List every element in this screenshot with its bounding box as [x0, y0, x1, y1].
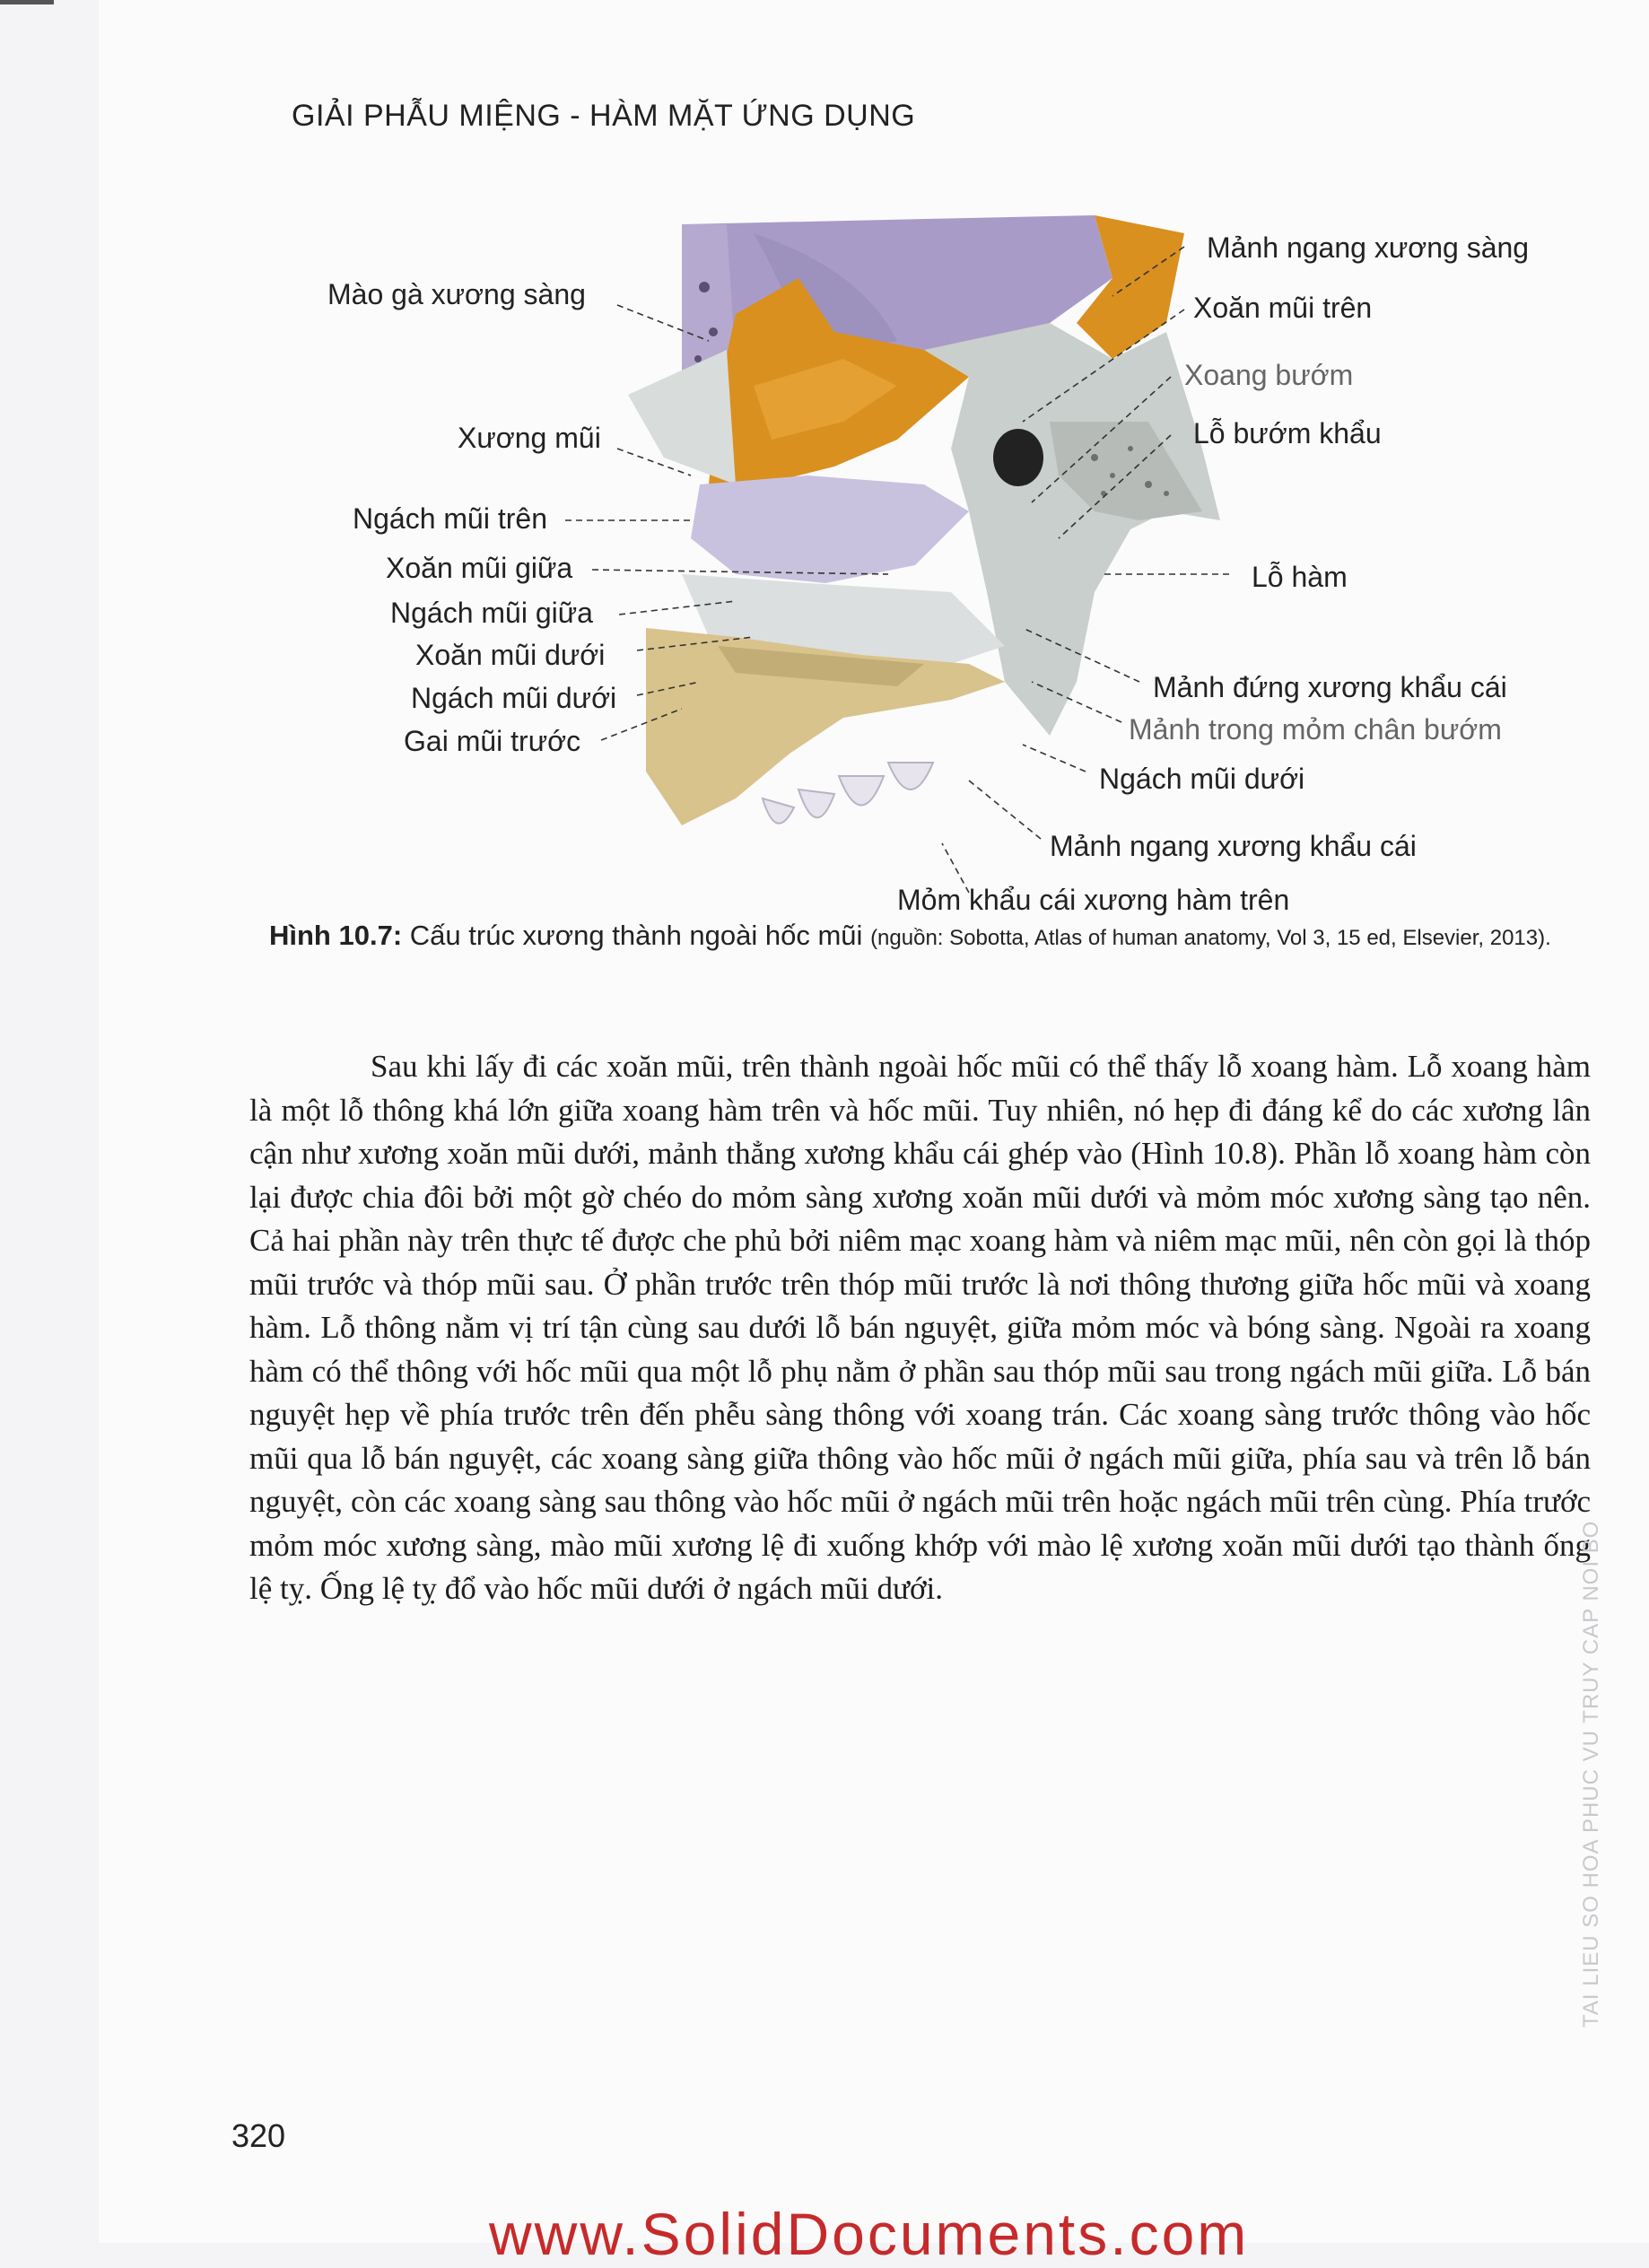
label-sphenoid-sinus: Xoang bướm	[1184, 359, 1354, 391]
label-palatine-process-maxilla: Mỏm khẩu cái xương hàm trên	[897, 884, 1290, 916]
label-anterior-nasal-spine: Gai mũi trước	[404, 725, 581, 757]
caption-source: (nguồn: Sobotta, Atlas of human anatomy, Vol 3, 15 ed, Elsevier, 2013).	[870, 926, 1551, 950]
caption-text: Cấu trúc xương thành ngoài hốc mũi	[409, 920, 863, 951]
label-middle-meatus: Ngách mũi giữa	[390, 597, 593, 629]
scan-edge-mark	[0, 0, 54, 4]
middle-turbinate-lilac	[691, 475, 969, 583]
label-cribriform-plate: Mảnh ngang xương sàng	[1207, 231, 1530, 264]
page-number: 320	[231, 2117, 286, 2154]
label-inferior-meatus-left: Ngách mũi dưới	[411, 682, 617, 714]
label-inferior-meatus-right: Ngách mũi dưới	[1099, 763, 1305, 795]
running-header: GIẢI PHẪU MIỆNG - HÀM MẶT ỨNG DỤNG	[292, 99, 916, 133]
label-middle-concha: Xoăn mũi giữa	[386, 552, 573, 584]
side-watermark-text: TAI LIEU SO HOA PHUC VU TRUY CAP NOI BO	[1579, 1520, 1603, 2028]
body-paragraph-text: Sau khi lấy đi các xoăn mũi, trên thành ngoài hốc mũi có thể thấy lỗ xoang hàm. Lỗ xoang hàm là một lỗ thông khá lớn giữa xoang hàm trên và hốc mũi. Tuy nhiên, nó hẹp đi đáng kể do các xương lân cận như xương xoăn mũi dưới, mảnh thẳng xương khẩu cái ghép vào (Hình 10.8). Phần lỗ xoang hàm còn lại được chia đôi bởi một gờ chéo do mỏm sàng xương xoăn mũi dưới và mỏm móc xương sàng tạo nên. Cả hai phần này trên thực tế được che phủ bởi niêm mạc xoang hàm và niêm mạc mũi, nên còn gọi là thóp mũi trước và thóp mũi sau. Ở phần trước trên thóp mũi trước là nơi thông thương giữa hốc mũi và xoang hàm. Lỗ thông nằm vị trí tận cùng sau dưới lỗ bán nguyệt, giữa mỏm móc và bóng sàng. Ngoài ra xoang hàm có thể thông với hốc mũi qua một lỗ phụ nằm ở phần sau thóp mũi sau trong ngách mũi giữa. Lỗ bán nguyệt hẹp về phía trước trên đến phễu sàng thông với xoang trán. Các xoang sàng trước thông vào hốc mũi qua lỗ bán nguyệt, các xoang sàng giữa thông vào hốc mũi ở ngách mũi giữa, phía sau và trên lỗ bán nguyệt, còn các xoang sàng sau thông vào hốc mũi ở ngách mũi trên hoặc ngách mũi trên cùng. Phía trước mỏm móc xương sàng, mào mũi xương lệ đi xuống khớp với mào lệ xương xoăn mũi dưới tạo thành ống lệ tỵ. Ống lệ tỵ đổ vào hốc mũi dưới ở ngách mũi dưới.	[249, 1049, 1591, 1606]
label-medial-pterygoid-plate: Mảnh trong mỏm chân bướm	[1129, 713, 1502, 746]
label-crista-galli: Mào gà xương sàng	[327, 278, 586, 310]
label-sphenopalatine-foramen: Lỗ bướm khẩu	[1193, 417, 1382, 449]
nasal-wall-illustration	[628, 215, 1238, 906]
label-superior-meatus: Ngách mũi trên	[353, 502, 547, 535]
side-watermark	[1579, 1400, 1606, 2028]
sphenopalatine-foramen	[993, 429, 1043, 486]
label-horizontal-plate-palatine: Mảnh ngang xương khẩu cái	[1050, 830, 1417, 862]
body-paragraph	[249, 1045, 1591, 1611]
footer-url	[489, 2200, 1250, 2267]
label-perpendicular-plate-palatine: Mảnh đứng xương khẩu cái	[1153, 671, 1507, 703]
figure-caption	[269, 920, 1597, 955]
caption-number: Hình 10.7:	[269, 920, 403, 951]
label-inferior-concha: Xoăn mũi dưới	[415, 639, 606, 671]
label-maxillary-hiatus: Lỗ hàm	[1252, 561, 1348, 593]
label-superior-concha: Xoăn mũi trên	[1193, 292, 1373, 324]
label-nasal-bone: Xương mũi	[458, 422, 601, 454]
footer-url-text: www.SolidDocuments.com	[489, 2201, 1250, 2267]
